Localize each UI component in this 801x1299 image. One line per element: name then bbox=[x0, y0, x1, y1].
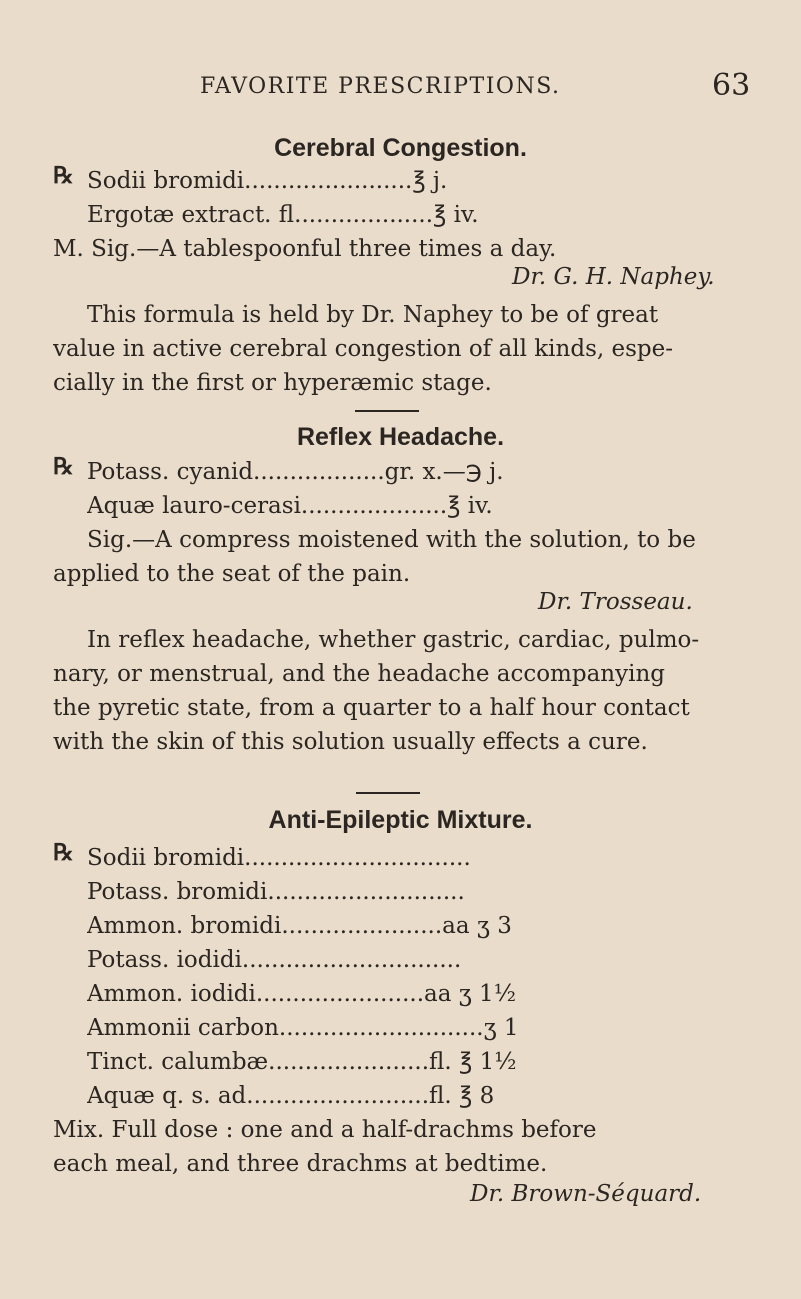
author-attribution: Dr. Brown-Séquard. bbox=[470, 1181, 702, 1207]
ingredient-line: Ammon. iodidi.......................aa ʒ 1½ bbox=[87, 981, 516, 1007]
body-line: cially in the first or hyperæmic stage. bbox=[53, 370, 492, 396]
body-line: each meal, and three drachms at bedtime. bbox=[53, 1151, 548, 1177]
body-line: with the skin of this solution usually effects a cure. bbox=[53, 729, 648, 755]
rx-symbol: ℞ bbox=[53, 839, 74, 866]
body-line: nary, or menstrual, and the headache accompanying bbox=[53, 661, 666, 687]
signature-line: M. Sig.—A tablespoonful three times a day. bbox=[53, 236, 557, 262]
ingredient-line: Tinct. calumbæ......................fl. ℥ 1½ bbox=[87, 1049, 517, 1075]
body-line: Mix. Full dose : one and a half-drachms before bbox=[53, 1117, 597, 1143]
ingredient-line: Potass. bromidi........................... bbox=[87, 879, 465, 905]
ingredient-line: Potass. iodidi.............................. bbox=[87, 947, 462, 973]
signature-line: applied to the seat of the pain. bbox=[53, 561, 411, 587]
section-divider bbox=[355, 410, 419, 412]
section-heading-anti-epileptic-mixture: Anti-Epileptic Mixture. bbox=[268, 806, 533, 834]
running-head bbox=[0, 68, 801, 110]
section-heading-reflex-headache: Reflex Headache. bbox=[296, 423, 505, 451]
rx-symbol: ℞ bbox=[53, 162, 74, 189]
author-attribution: Dr. Trosseau. bbox=[538, 589, 693, 615]
body-line: the pyretic state, from a quarter to a half hour contact bbox=[53, 695, 690, 721]
ingredient-line: Potass. cyanid..................gr. x.—℈ j. bbox=[87, 459, 504, 485]
ingredient-line: Ergotæ extract. fl...................℥ iv. bbox=[87, 202, 479, 228]
ingredient-line: Sodii bromidi.......................℥ j. bbox=[87, 168, 448, 194]
body-line: This formula is held by Dr. Naphey to be of great bbox=[87, 302, 659, 328]
running-title: FAVORITE PRESCRIPTIONS. bbox=[200, 74, 561, 99]
section-heading-cerebral-congestion: Cerebral Congestion. bbox=[274, 134, 527, 162]
body-line: value in active cerebral congestion of all kinds, espe- bbox=[53, 336, 674, 362]
rx-symbol: ℞ bbox=[53, 453, 74, 480]
ingredient-line: Sodii bromidi............................... bbox=[87, 845, 471, 871]
page-number: 63 bbox=[712, 68, 751, 103]
section-divider bbox=[356, 792, 420, 794]
signature-line: Sig.—A compress moistened with the solution, to be bbox=[87, 527, 696, 553]
ingredient-line: Ammonii carbon............................ʒ 1 bbox=[87, 1015, 519, 1041]
ingredient-line: Aquæ q. s. ad.........................fl. ℥ 8 bbox=[87, 1083, 495, 1109]
ingredient-line: Aquæ lauro-cerasi....................℥ iv. bbox=[87, 493, 493, 519]
body-line: In reflex headache, whether gastric, cardiac, pulmo- bbox=[87, 627, 700, 653]
ingredient-line: Ammon. bromidi......................aa ʒ 3 bbox=[87, 913, 512, 939]
author-attribution: Dr. G. H. Naphey. bbox=[512, 264, 715, 290]
